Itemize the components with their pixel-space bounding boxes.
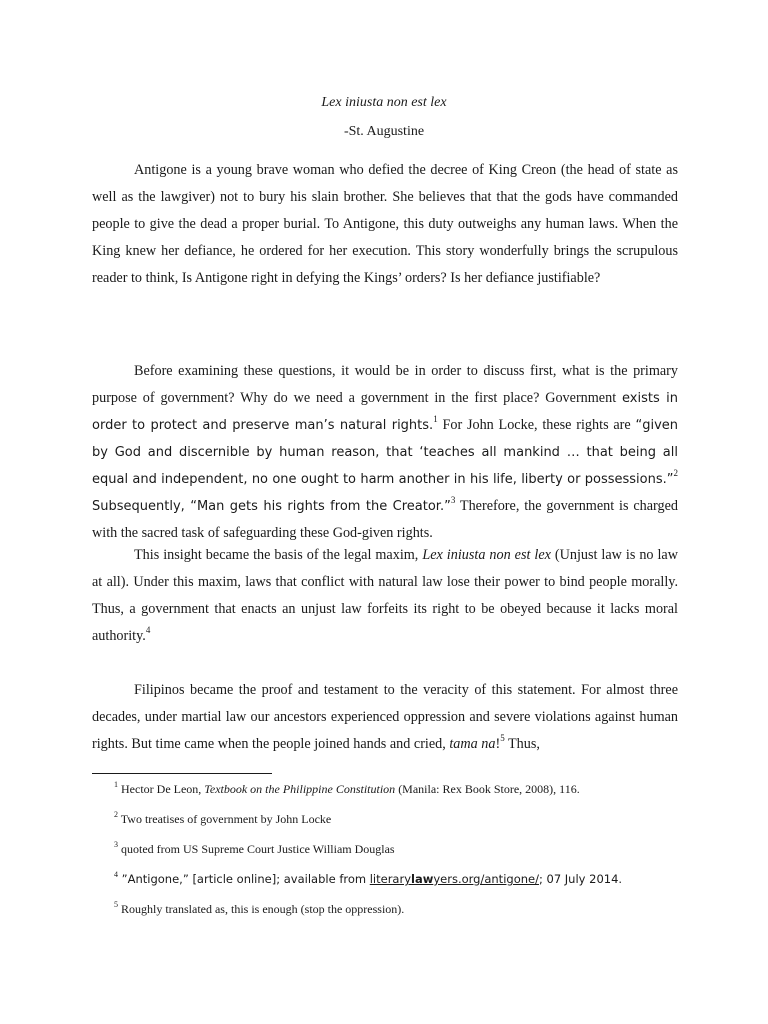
book-title: Textbook on the Philippine Constitution bbox=[204, 782, 396, 796]
footnote-2 bbox=[114, 811, 674, 827]
footnote-text: ”Antigone,” [article online]; available from bbox=[118, 872, 370, 886]
footnote-ref[interactable]: 4 bbox=[145, 625, 151, 636]
footnote-divider bbox=[92, 773, 272, 774]
phrase-italic: tama na bbox=[449, 736, 496, 752]
footnote-number: 5 bbox=[114, 900, 118, 909]
paragraph-legal-maxim bbox=[92, 542, 678, 650]
footnote-number: 3 bbox=[114, 840, 118, 849]
footnote-ref[interactable]: 3 bbox=[450, 495, 456, 506]
paragraph-text: exists in order to protect and preserve man’s natural rights. bbox=[92, 391, 679, 433]
footnote-ref[interactable]: 2 bbox=[673, 468, 678, 479]
paragraph-text: For John Locke, these rights are bbox=[437, 417, 636, 433]
footnote-text: Two treatises of government by John Locke bbox=[118, 812, 332, 826]
footnote-1 bbox=[114, 781, 674, 797]
footnote-text: quoted from US Supreme Court Justice William Douglas bbox=[118, 842, 395, 856]
footnote-text: ; 07 July 2014. bbox=[538, 872, 623, 886]
paragraph-government-purpose bbox=[92, 358, 678, 547]
footnote-number: 2 bbox=[114, 810, 118, 819]
paragraph-antigone: Antigone is a young brave woman who defied the decree of King Creon (the head of state as well as the lawgiver) not to bury his slain brother. She believes that that the gods have commanded people to give the dead a proper burial. To Antigone, this duty outweighs any human laws. When the King knew her defiance, he ordered for her execution. This story wonderfully brings the scrupulous reader to think, Is Antigone right in defying the Kings’ orders? Is her defiance justifiable? bbox=[92, 162, 678, 286]
locke-quote: “given by God and discernible by human reason, that ‘teaches all mankind … that being all equal and independent, no one ought to harm another in his life, liberty or possessions.” bbox=[92, 418, 679, 487]
paragraph-text: Before examining these questions, it would be in order to discuss first, what is the primary purpose of government? Why do we need a government in the first place? Government bbox=[92, 363, 678, 406]
source-link[interactable] bbox=[370, 872, 539, 886]
maxim-italic: Lex iniusta non est lex bbox=[422, 547, 551, 563]
paragraph-text: (Unjust law is no law at all). Under this maxim, laws that conflict with natural law lose their power to bind people morally. Thus, a government that enacts an unjust law forfeits its right to be obeyed because it lacks moral authority. bbox=[92, 547, 678, 644]
paragraph-filipinos bbox=[92, 677, 678, 758]
link-part: yers.org/antigone/ bbox=[433, 872, 539, 886]
title-attribution: -St. Augustine bbox=[343, 124, 425, 139]
link-part: literary bbox=[369, 872, 412, 886]
paragraph-text: Therefore, the government is charged with the sacred task of safeguarding these God-given rights. bbox=[92, 498, 678, 541]
essay-title: Lex iniusta non est lex bbox=[321, 95, 447, 110]
footnote-number: 4 bbox=[114, 870, 118, 879]
link-part-bold: law bbox=[411, 872, 434, 886]
footnote-ref[interactable]: 5 bbox=[500, 733, 505, 744]
footnote-text: Roughly translated as, this is enough (stop the oppression). bbox=[118, 902, 405, 916]
footnote-4 bbox=[114, 871, 674, 887]
paragraph-text: Filipinos became the proof and testament to the veracity of this statement. For almost three decades, under martial law our ancestors experienced oppression and severe violations against human rights. But time came when the people joined hands and cried, bbox=[92, 682, 678, 752]
paragraph-text: Thus, bbox=[504, 736, 540, 752]
footnote-ref[interactable]: 1 bbox=[433, 414, 438, 425]
paragraph-text: ! bbox=[495, 736, 501, 752]
footnote-number: 1 bbox=[114, 780, 118, 789]
footnote-5 bbox=[114, 901, 674, 917]
footnote-text: Hector De Leon, bbox=[118, 782, 205, 796]
paragraph-text: This insight became the basis of the legal maxim, bbox=[134, 547, 423, 563]
footnote-text: (Manila: Rex Book Store, 2008), 116. bbox=[395, 782, 580, 796]
creator-quote: Subsequently, “Man gets his rights from the Creator.” bbox=[92, 499, 451, 514]
footnote-3 bbox=[114, 841, 674, 857]
